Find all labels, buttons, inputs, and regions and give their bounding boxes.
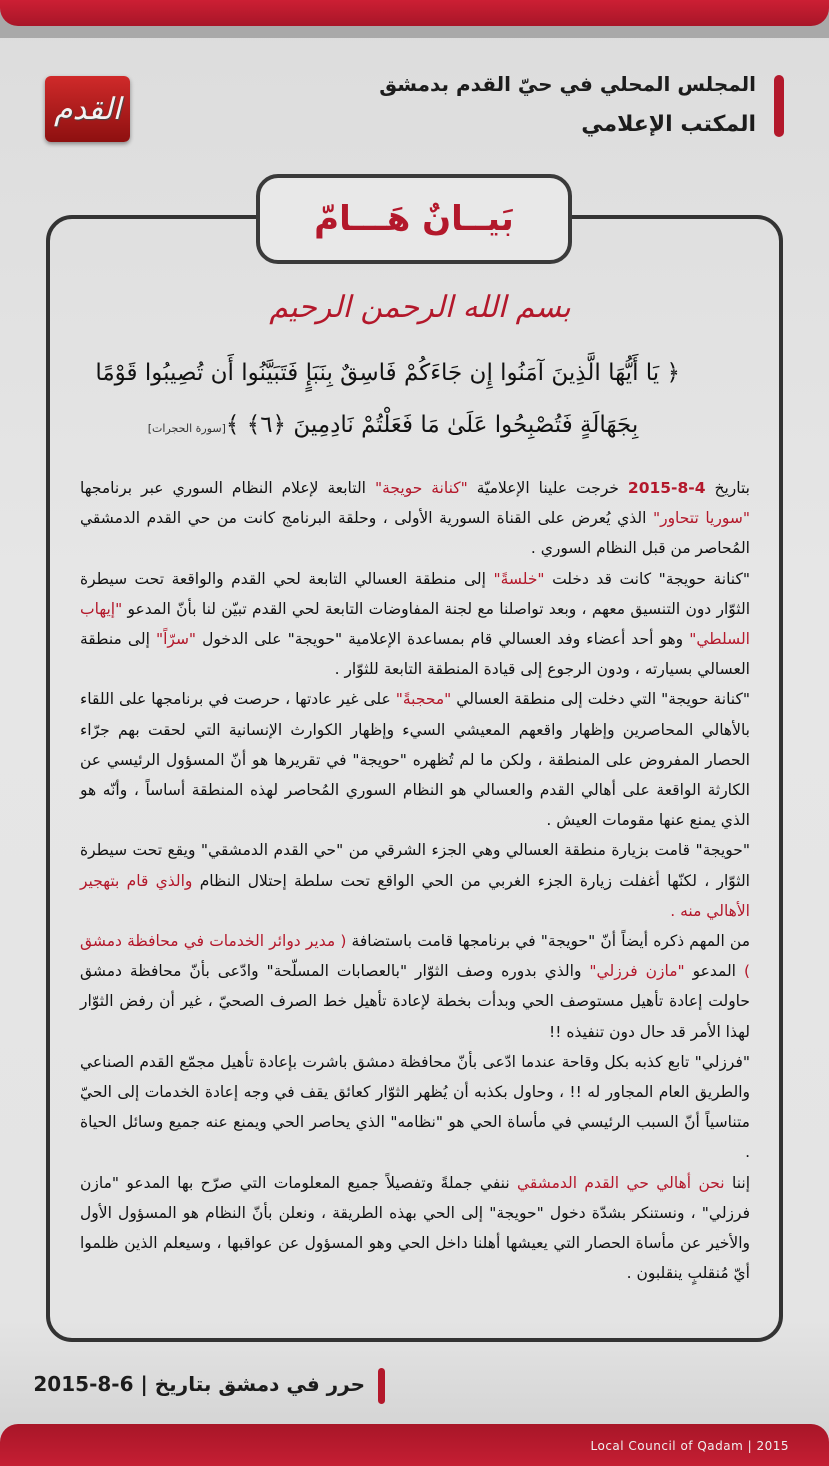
council-name: المجلس المحلي في حيّ القدم بدمشق (379, 72, 756, 96)
statement-title: بَيــانٌ هَـــامّ (314, 199, 514, 239)
highlight-person: "مازن فرزلي" (589, 962, 685, 981)
text: "كنانة حويجة" التي دخلت إلى منطقة العسالي (451, 690, 750, 709)
text: "كنانة حويجة" كانت قد دخلت (544, 569, 750, 588)
statement-body (80, 473, 750, 1288)
journalist-name: "كنانة حويجة" (374, 479, 468, 497)
signature-accent-bar (378, 1368, 385, 1404)
title-box (256, 174, 572, 264)
signature-line (33, 1366, 385, 1406)
bottom-bar (0, 1424, 829, 1466)
text: على غير عادتها ، حرصت في برنامجها على اللقاء بالأهالي المحاصرين وإظهار واقعهم المعيشي السيء وإظهار الكوارث الإنسانية التي لحقت بهم جرّاء الحصار المفروض على المنطقة ، ولكن ما لم تُظهره "حويجة" في تقريرها هو أنّ المسؤول الرئيسي عن الكارثة الواقعة على أهالي القدم والعسالي هو النظام السوري المُحاصر لهذه المنطقة أساساً ، وأنّه هو الذي يمنع عنها مقومات العيش . (80, 690, 750, 830)
program-name: "سوريا تتحاور" (652, 509, 750, 528)
header-accent-bar (774, 75, 784, 137)
basmala: بسم الله الرحمن الرحيم (269, 290, 571, 325)
office-name: المكتب الإعلامي (581, 112, 756, 137)
paragraph-4 (80, 835, 750, 926)
highlight-title: ( مدير دوائر الخدمات في محافظة دمشق ) (80, 932, 751, 981)
paragraph-2 (80, 564, 750, 685)
text: الذي يُعرض على القناة السورية الأولى ، وحلقة البرنامج كانت من حي القدم الدمشقي المُحاصر من قبل النظام السوري . (80, 509, 750, 558)
highlight-stealth: "خلسةً" (493, 569, 545, 588)
text: "حويجة" قامت بزيارة منطقة العسالي وهي الجزء الشرقي من "حي القدم الدمشقي" ويقع تحت سيطرة الثوّار ، لكنّها أغفلت زيارة الجزء الغربي من الحي الواقع تحت سلطة إحتلال النظام (80, 841, 750, 890)
highlight-displacement: والذي قام بتهجير الأهالي منه . (80, 871, 750, 920)
text: إلى منطقة العسالي التابعة لحي القدم والواقعة تحت سيطرة الثوّار دون التنسيق معهم ، وبعد تواصلنا مع لجنة المفاوضات التابعة لحي القدم تبيّن لنا بأنّ المدعو (80, 569, 750, 618)
text: وهو أحد أعضاء وفد العسالي قام بمساعدة الإعلامية "حويجة" على الدخول (196, 630, 690, 649)
text: بتاريخ (705, 479, 750, 497)
signature-text: حرر في دمشق بتاريخ | 6-8-2015 (33, 1372, 365, 1396)
text: إلى منطقة العسالي بسيارته ، ودون الرجوع إلى قيادة المنطقة التابعة للثوّار . (80, 630, 750, 679)
highlight-residents: نحن أهالي حي القدم الدمشقي (517, 1173, 725, 1192)
highlight-veiled: "محجبةً" (395, 690, 452, 709)
text: خرجت علينا الإعلاميّة (467, 479, 628, 497)
quran-verse-line1: ﴿ يَا أَيُّهَا الَّذِينَ آمَنُوا إِن جَاءَكُمْ فَاسِقٌ بِنَبَإٍ فَتَبَيَّنُوا أَن تُصِيبُوا قَوْمًا (95, 360, 680, 386)
text: المدعو (684, 962, 744, 981)
header (364, 70, 784, 146)
text: التابعة لإعلام النظام السوري عبر برنامجها (80, 479, 375, 497)
paragraph-6: "فرزلي" تابع كذبه بكل وقاحة عندما ادّعى بأنّ محافظة دمشق باشرت بإعادة تأهيل مجمّع القدم الصناعي والطريق العام المجاور له !! ، وحاول بكذبه أن يُظهر الثوّار كعائق يقف في وجه إعادة الخدمات إلى الحيّ متناسياً أنّ السبب الرئيسي في مأساة الحي هو "نظامه" الذي يحاصر الحي ويمنع عنه جميع وسائل الحياة . (80, 1052, 750, 1162)
logo-text: القدم (54, 91, 121, 127)
text: من المهم ذكره أيضاً أنّ "حويجة" في برنامجها قامت باستضافة (346, 932, 751, 951)
paragraph-7 (80, 1168, 750, 1289)
paragraph-3 (80, 684, 750, 835)
quran-verse-line2 (100, 412, 680, 438)
text: ننفي جملةً وتفصيلاً جميع المعلومات التي صرّح بها المدعو "مازن فرزلي" ، ونستنكر بشدّة دخول "حويجة" إلى الحي بهذه الطريقة ، ونعلن بأنّ النظام هو المسؤول الأول والأخير عن مأساة الحصار التي يعيشها أهلنا داخل الحي وهو المسؤول عن عواقبها ، وسيعلم الذين ظلموا أيّ مُنقلبٍ ينقلبون . (80, 1173, 750, 1283)
highlight-person: "إيهاب السلطي" (80, 599, 750, 649)
qadam-logo (45, 76, 130, 142)
paragraph-5 (80, 926, 750, 1047)
top-bar (0, 0, 829, 26)
text: والذي بدوره وصف الثوّار "بالعصابات المسلّحة" وادّعى بأنّ محافظة دمشق حاولت إعادة تأهيل مستوصف الحي وبدأت بخطة لإعادة تأهيل خط الصرف الصحيّ ، غير أن رفض الثوّار لهذا الأمر قد حال دون تنفيذه !! (80, 962, 750, 1041)
footer-credit: Local Council of Qadam | 2015 (590, 1439, 789, 1453)
verse-text: بِجَهَالَةٍ فَتُصْبِحُوا عَلَىٰ مَا فَعَلْتُمْ نَادِمِينَ ﴿٦﴾ ﴾ (225, 412, 639, 438)
surah-reference: [سورة الحجرات] (147, 422, 226, 435)
paragraph-1 (80, 473, 750, 564)
text: إننا (724, 1173, 750, 1192)
incident-date: 4-8-2015 (627, 479, 706, 497)
highlight-secretly: "سرّاً" (155, 630, 197, 649)
